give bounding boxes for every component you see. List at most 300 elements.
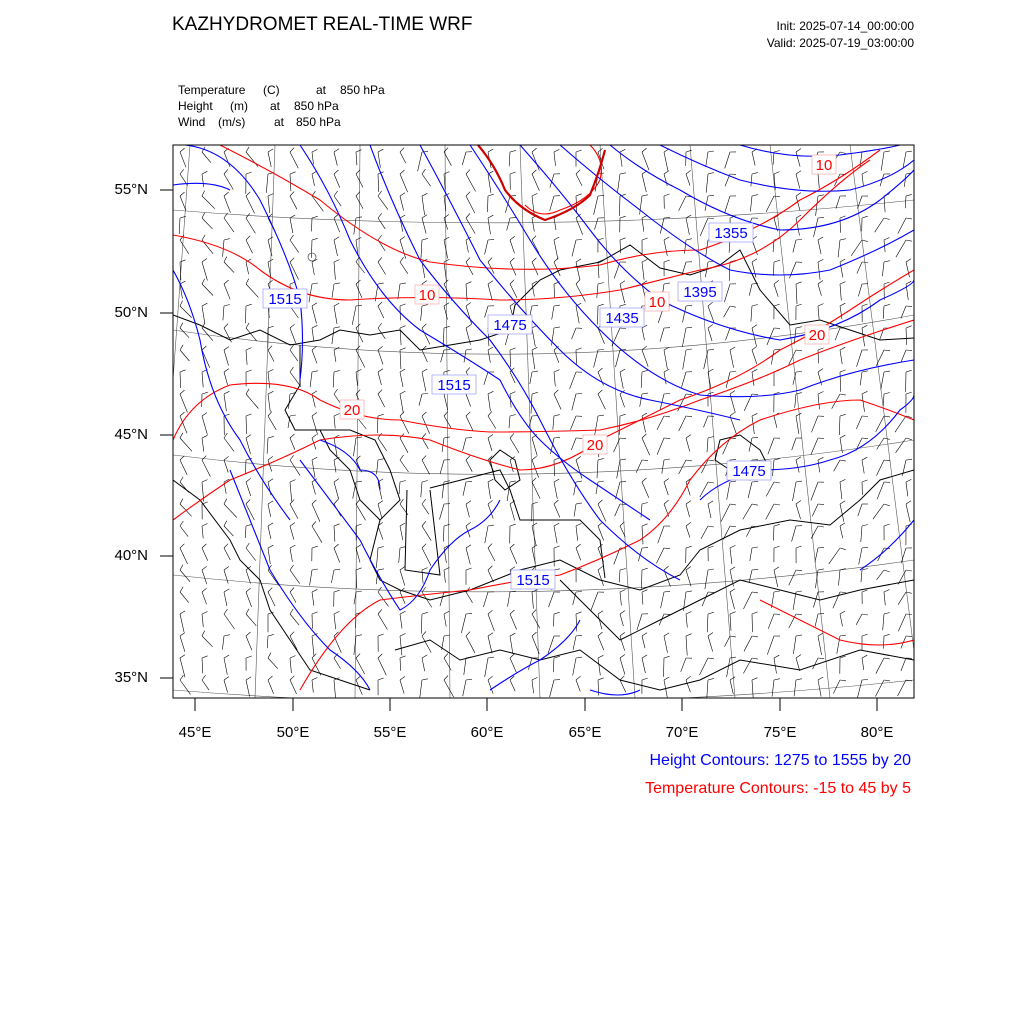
wind-barb xyxy=(224,548,230,560)
wind-barb xyxy=(422,372,426,391)
wind-barb xyxy=(532,680,534,693)
wind-barb-flag xyxy=(488,411,492,416)
wind-barb xyxy=(818,394,820,409)
wind-barb xyxy=(656,548,664,563)
field-name: Wind xyxy=(178,115,206,129)
wind-barb-flag xyxy=(444,481,450,482)
wind-barb-flag xyxy=(796,481,802,482)
wind-barb-flag xyxy=(180,544,184,548)
wind-barb-flag xyxy=(202,346,206,350)
wind-barb xyxy=(664,240,667,256)
wind-barb xyxy=(353,438,356,456)
wind-barb-flag xyxy=(268,237,273,240)
wind-barb-flag xyxy=(400,523,405,526)
wind-barb xyxy=(444,570,445,583)
wind-barb-flag xyxy=(818,526,824,527)
wind-barb-flag xyxy=(840,479,845,482)
wind-barb-flag xyxy=(246,147,249,152)
wind-barb xyxy=(553,658,554,672)
wind-barb-flag xyxy=(180,499,183,504)
wind-barb xyxy=(246,394,258,409)
wind-barb-flag xyxy=(862,438,868,439)
wind-barb-flag xyxy=(774,567,779,570)
wind-barb xyxy=(812,416,819,432)
wind-barb-flag xyxy=(796,304,802,306)
wind-barb xyxy=(772,680,774,697)
wind-barb-flag xyxy=(708,526,714,527)
wind-barb xyxy=(877,460,885,476)
wind-barb-flag xyxy=(444,611,449,614)
wind-barb-flag xyxy=(774,482,780,483)
wind-barb xyxy=(488,614,494,631)
height-label: 1475 xyxy=(493,317,527,334)
wind-barb-flag xyxy=(796,171,801,174)
wind-barb-flag xyxy=(598,655,603,658)
wind-barb-flag xyxy=(554,258,558,262)
wind-barb xyxy=(877,482,884,499)
wind-barb-flag xyxy=(906,459,912,460)
wind-barb xyxy=(333,372,334,387)
wind-barb xyxy=(352,306,356,325)
wind-barb-flag xyxy=(752,678,758,680)
wind-barb-flag xyxy=(312,413,317,417)
wind-barb xyxy=(334,548,340,562)
wind-barb xyxy=(682,328,686,347)
wind-barb-flag xyxy=(708,612,714,614)
wind-barb-flag xyxy=(488,676,493,680)
wind-barb xyxy=(462,152,466,165)
wind-barb-flag xyxy=(554,479,559,482)
wind-barb xyxy=(334,460,336,472)
wind-barb xyxy=(752,350,757,364)
wind-barb-flag xyxy=(334,611,339,614)
wind-barb xyxy=(572,394,576,410)
wind-barb xyxy=(224,174,233,190)
wind-barb-flag xyxy=(818,281,823,285)
wind-barb xyxy=(356,372,358,386)
wind-barb-flag xyxy=(290,545,295,548)
wind-barb-flag xyxy=(202,259,207,263)
wind-barb xyxy=(420,680,422,697)
wind-barb-flag xyxy=(290,345,294,350)
wind-barb xyxy=(796,284,797,304)
wind-barb xyxy=(682,372,687,387)
wind-barb-flag xyxy=(642,460,648,461)
wind-barb-flag xyxy=(180,521,183,526)
wind-barb xyxy=(748,482,752,498)
wind-barb xyxy=(595,218,599,230)
wind-barb xyxy=(686,174,690,186)
wind-barb xyxy=(422,504,429,514)
wind-barb-flag xyxy=(202,480,208,482)
wind-barb xyxy=(617,460,620,478)
wind-barb xyxy=(466,196,475,213)
wind-barb xyxy=(686,614,687,628)
wind-barb-flag xyxy=(510,567,515,570)
wind-barb-flag xyxy=(466,545,471,548)
wind-barb xyxy=(749,438,752,452)
wind-barb-flag xyxy=(774,591,780,592)
wind-barb xyxy=(290,526,294,540)
wind-barb-flag xyxy=(422,238,428,240)
wind-barb-flag xyxy=(180,433,183,438)
wind-barb-flag xyxy=(180,587,183,592)
wind-barb-flag xyxy=(334,149,339,152)
wind-barb-flag xyxy=(224,609,228,614)
wind-barb-flag xyxy=(708,460,714,461)
wind-barb xyxy=(488,284,492,301)
wind-barb xyxy=(180,614,184,632)
wind-barb-flag xyxy=(466,349,472,350)
wind-barb xyxy=(246,570,251,584)
wind-barb xyxy=(267,636,268,648)
wind-barb-flag xyxy=(466,613,472,614)
wind-barb xyxy=(312,174,315,186)
wind-barb-flag xyxy=(554,523,559,526)
wind-barb-flag xyxy=(488,149,493,152)
field-level: 850 hPa xyxy=(296,115,341,129)
wind-barb xyxy=(422,548,431,566)
wind-barb-flag xyxy=(664,416,670,417)
wind-barb-flag xyxy=(620,459,626,460)
wind-barb xyxy=(509,152,510,166)
wind-barb-flag xyxy=(642,238,648,240)
wind-barb-flag xyxy=(620,216,626,218)
wind-barb xyxy=(444,680,454,697)
wind-barb-flag xyxy=(862,614,868,615)
wind-barb xyxy=(464,658,466,675)
wind-barb-flag xyxy=(444,437,450,438)
wind-barb-flag xyxy=(334,370,340,372)
wind-barb-flag xyxy=(730,306,736,307)
wind-barb xyxy=(400,614,402,629)
wind-barb xyxy=(334,174,340,188)
wind-barb-flag xyxy=(180,412,185,416)
wind-barb xyxy=(290,460,300,476)
wind-barb-flag xyxy=(466,481,472,482)
wind-barb-flag xyxy=(400,304,406,306)
wind-barb-flag xyxy=(884,680,890,681)
wind-barb-flag xyxy=(400,547,406,548)
wind-barb xyxy=(700,482,708,497)
wind-barb-flag xyxy=(510,150,516,152)
wind-barb xyxy=(774,570,778,587)
wind-barb-flag xyxy=(818,569,824,570)
wind-barb xyxy=(246,680,250,697)
wind-barb xyxy=(440,504,445,520)
wind-barb-flag xyxy=(356,369,361,372)
wind-barb-flag xyxy=(686,239,692,240)
wind-barb xyxy=(422,174,431,186)
wind-barb xyxy=(224,658,227,675)
wind-barb-flag xyxy=(312,654,316,658)
wind-barb xyxy=(767,328,774,345)
wind-barb xyxy=(510,614,517,630)
wind-barb-flag xyxy=(378,433,382,438)
wind-barb-flag xyxy=(466,192,470,196)
wind-barb-flag xyxy=(334,544,339,548)
wind-barb-flag xyxy=(422,655,427,658)
wind-barb-flag xyxy=(862,416,868,417)
wind-barb-flag xyxy=(884,504,890,506)
wind-barb-flag xyxy=(400,412,404,416)
wind-barb xyxy=(290,570,300,584)
wind-barb xyxy=(793,592,796,610)
wind-barb-flag xyxy=(466,679,472,680)
wind-barb-flag xyxy=(620,149,625,152)
wind-barb-flag xyxy=(730,657,736,658)
wind-barb xyxy=(595,416,598,435)
wind-barb xyxy=(246,416,247,434)
wind-barb xyxy=(664,636,668,653)
wind-barb-flag xyxy=(620,522,624,526)
wind-barb xyxy=(202,570,207,584)
wind-barb xyxy=(700,218,708,236)
wind-barb xyxy=(898,614,906,631)
wind-barb xyxy=(334,614,336,629)
wind-barb xyxy=(510,350,511,367)
wind-barb xyxy=(440,592,444,606)
wind-barb-flag xyxy=(400,148,404,152)
wind-barb xyxy=(202,438,204,452)
wind-barb xyxy=(488,350,490,363)
wind-barb-flag xyxy=(356,305,362,306)
wind-barb-flag xyxy=(796,413,801,416)
wind-barb-flag xyxy=(444,172,450,174)
wind-barb-flag xyxy=(180,169,184,174)
wind-barb xyxy=(466,504,469,517)
wind-barb xyxy=(356,504,366,520)
wind-barb xyxy=(884,636,885,649)
wind-barb xyxy=(883,614,884,630)
wind-barb-flag xyxy=(840,523,845,526)
wind-barb-flag xyxy=(444,676,448,681)
wind-barb-flag xyxy=(906,570,912,571)
wind-barb-flag xyxy=(620,414,626,416)
wind-barb-flag xyxy=(862,240,868,242)
wind-barb xyxy=(554,372,555,386)
wind-barb xyxy=(312,350,317,363)
wind-barb-flag xyxy=(862,371,868,372)
wind-barb xyxy=(664,174,667,186)
wind-barb-flag xyxy=(840,414,846,416)
wind-barb xyxy=(818,636,822,655)
wind-barb xyxy=(818,460,820,472)
wind-barb-flag xyxy=(334,303,339,306)
wind-barb-flag xyxy=(774,280,779,284)
lat-tick-label: 45°N xyxy=(114,426,148,443)
wind-barb xyxy=(750,548,752,561)
wind-barb-flag xyxy=(708,173,714,174)
wind-barb-flag xyxy=(884,371,890,372)
wind-barb-flag xyxy=(818,504,824,505)
wind-barb-flag xyxy=(840,611,845,614)
wind-barb-flag xyxy=(884,218,890,220)
wind-barb xyxy=(576,218,583,235)
wind-barb-flag xyxy=(862,216,868,218)
wind-barb xyxy=(598,372,604,385)
wind-barb-flag xyxy=(312,500,316,504)
wind-barb xyxy=(400,680,404,694)
wind-barb-flag xyxy=(444,215,449,219)
wind-barb xyxy=(598,570,604,586)
wind-barb xyxy=(488,394,490,411)
wind-barb-flag xyxy=(356,217,362,218)
wind-barb xyxy=(485,306,488,318)
wind-barb-flag xyxy=(180,301,183,306)
wind-barb-flag xyxy=(686,546,692,548)
wind-barb xyxy=(576,284,585,302)
wind-barb-flag xyxy=(246,632,251,636)
lon-tick-label: 80°E xyxy=(860,724,894,741)
field-at: at xyxy=(316,83,327,97)
wind-barb xyxy=(310,372,312,387)
wind-barb xyxy=(615,482,620,499)
wind-barb-flag xyxy=(862,547,868,548)
wind-barb xyxy=(792,526,796,542)
wind-barb-flag xyxy=(356,654,360,658)
wind-barb-flag xyxy=(664,237,669,240)
wind-barb-flag xyxy=(422,281,427,284)
wind-barb xyxy=(290,614,299,625)
wind-barb xyxy=(818,262,820,280)
wind-barb-flag xyxy=(400,170,405,174)
wind-barb-flag xyxy=(532,193,537,196)
wind-barb xyxy=(483,592,488,607)
wind-barb-flag xyxy=(312,521,316,526)
wind-barb-flag xyxy=(246,609,249,614)
wind-barb-flag xyxy=(422,324,426,328)
wind-barb-flag xyxy=(686,676,691,680)
wind-barb-flag xyxy=(862,525,868,527)
wind-barb xyxy=(597,284,598,298)
wind-barb-flag xyxy=(180,323,183,328)
wind-barb-flag xyxy=(224,589,229,592)
wind-barb-flag xyxy=(290,523,295,526)
wind-barb xyxy=(620,592,621,606)
wind-barb xyxy=(840,482,842,499)
lon-tick-label: 45°E xyxy=(178,724,212,741)
wind-barb-flag xyxy=(818,217,824,218)
wind-barb xyxy=(591,592,598,611)
wind-barb-flag xyxy=(400,369,405,372)
wind-barb xyxy=(554,482,557,499)
wind-barb xyxy=(224,680,228,693)
wind-barb xyxy=(679,416,686,431)
wind-barb-flag xyxy=(554,500,558,504)
wind-barb-flag xyxy=(356,280,361,284)
wind-barb xyxy=(466,548,470,564)
wind-barb-flag xyxy=(422,568,428,570)
wind-barb-flag xyxy=(554,458,560,460)
wind-barb-flag xyxy=(268,369,273,372)
wind-barb xyxy=(598,328,605,344)
wind-barb-flag xyxy=(532,523,537,526)
wind-barb xyxy=(571,438,576,450)
lat-tick-label: 40°N xyxy=(114,547,148,564)
wind-barb xyxy=(290,350,298,361)
wind-barb xyxy=(356,328,363,342)
wind-barb xyxy=(884,196,885,212)
wind-barb xyxy=(400,196,404,211)
wind-barb xyxy=(840,614,843,626)
wind-barb xyxy=(752,416,754,434)
wind-barb xyxy=(508,592,511,607)
temp-label: 10 xyxy=(815,157,833,174)
wind-barb xyxy=(440,460,444,474)
wind-barb xyxy=(268,592,275,606)
wind-barb-flag xyxy=(598,678,604,680)
wind-barb-flag xyxy=(664,217,670,218)
wind-barb xyxy=(202,350,210,368)
wind-barb xyxy=(246,262,249,274)
wind-barb-flag xyxy=(642,678,648,680)
wind-barb-flag xyxy=(862,680,868,681)
wind-barb xyxy=(484,372,488,385)
wind-barb xyxy=(859,548,862,564)
wind-barb xyxy=(400,636,402,655)
wind-barb xyxy=(725,196,731,213)
wind-barb xyxy=(552,306,554,320)
wind-barb-flag xyxy=(752,325,757,328)
wind-barb xyxy=(686,570,691,586)
wind-barb-flag xyxy=(400,677,405,681)
wind-barb xyxy=(532,328,535,347)
wind-barb-flag xyxy=(752,305,758,307)
wind-barb xyxy=(463,482,466,496)
wind-barb-flag xyxy=(642,478,646,482)
wind-barb xyxy=(202,196,215,209)
wind-barb-flag xyxy=(642,524,648,526)
wind-barb xyxy=(904,174,906,187)
wind-barb-flag xyxy=(246,435,251,438)
lon-tick-label: 60°E xyxy=(470,724,504,741)
wind-barb-flag xyxy=(554,612,560,614)
wind-barb xyxy=(422,636,431,653)
wind-barb xyxy=(884,592,885,605)
wind-barb xyxy=(661,592,664,608)
wind-barb-flag xyxy=(576,394,582,395)
wind-barb xyxy=(619,196,620,216)
wind-barb-flag xyxy=(752,569,758,570)
wind-barb xyxy=(202,262,207,281)
wind-barb xyxy=(290,196,297,209)
wind-barb xyxy=(290,218,293,233)
wind-barb-flag xyxy=(246,677,251,680)
wind-barb xyxy=(642,526,643,544)
wind-barb xyxy=(570,416,576,430)
wind-barb-flag xyxy=(774,655,779,658)
wind-barb-flag xyxy=(532,148,537,152)
wind-barb xyxy=(245,526,246,538)
wind-barb xyxy=(839,570,841,586)
wind-barb xyxy=(553,416,554,430)
wind-barb xyxy=(180,658,185,677)
wind-barb xyxy=(727,482,730,500)
wind-barb-flag xyxy=(378,459,384,460)
wind-barb xyxy=(202,614,203,627)
wind-barb xyxy=(510,460,513,472)
wind-barb-flag xyxy=(884,151,890,152)
wind-barb-flag xyxy=(884,393,890,395)
wind-barb-flag xyxy=(576,503,582,504)
temp-label: 20 xyxy=(808,327,826,344)
wind-barb xyxy=(202,526,203,538)
wind-barb-flag xyxy=(290,192,294,196)
wind-barb-flag xyxy=(422,632,426,637)
wind-barb-flag xyxy=(862,457,867,460)
wind-barb-flag xyxy=(598,458,604,460)
